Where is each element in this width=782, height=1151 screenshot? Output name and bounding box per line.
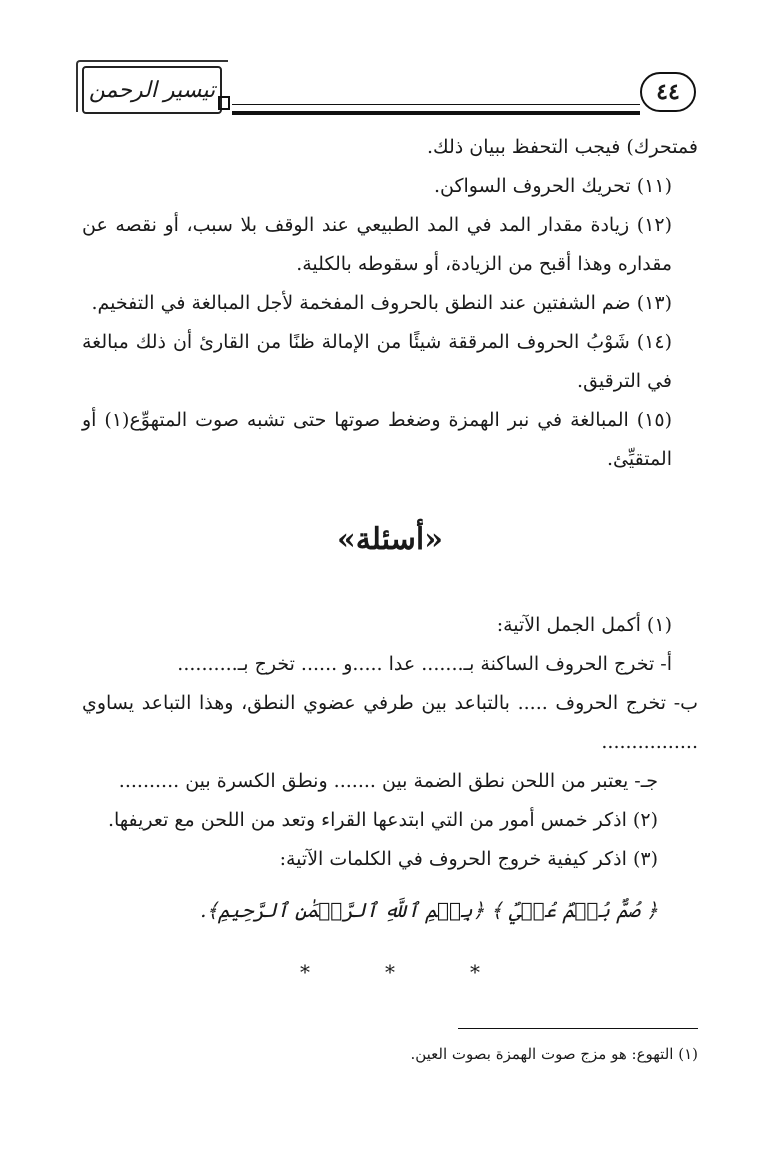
book-icon: [218, 96, 230, 110]
item-13: (١٣) ضم الشفتين عند النطق بالحروف المفخمة لأجل المبالغة في التفخيم.: [91, 292, 672, 314]
question-1a: أ- تخرج الحروف الساكنة بـ....... عدا .....و ...... تخرج بـ..........: [177, 653, 672, 675]
page-number: ٤٤: [640, 72, 696, 112]
header-rule-thick: [232, 111, 640, 115]
item-12: (١٢) زيادة مقدار المد في المد الطبيعي عند الوقف بلا سبب، أو نقصه عن مقداره وهذا أقبح من الزيادة، أو سقوطه بالكلية.: [82, 214, 672, 275]
section-heading: «أسئلة»: [336, 522, 444, 557]
star-2: *: [385, 960, 395, 984]
book-title: تيسير الرحمن: [88, 77, 216, 103]
item-15: (١٥) المبالغة في نبر الهمزة وضغط صوتها حتى تشبه صوت المتهوِّع(١) أو المتقيِّئ.: [82, 409, 673, 470]
book-title-frame: [82, 66, 222, 114]
footnote: (١) التهوع: هو مزج صوت الهمزة بصوت العين.: [410, 1045, 698, 1063]
question-1b: ب- تخرج الحروف ..... بالتباعد بين طرفي عضوي النطق، وهذا التباعد يساوي ................: [82, 692, 698, 753]
item-14: (١٤) شَوْبُ الحروف المرققة شيئًا من الإمالة ظنًا من القارئ أن ذلك مبالغة في الترقيق.: [82, 331, 672, 392]
paragraph-line1: فمتحرك) فيجب التحفظ ببيان ذلك.: [426, 136, 698, 158]
body-text: [82, 128, 698, 479]
question-1c: جـ- يعتبر من اللحن نطق الضمة بين ....... ونطق الكسرة بين ..........: [118, 770, 658, 792]
section-separator: [300, 960, 480, 984]
header-rule-thin: [232, 104, 640, 105]
question-3: (٣) اذكر كيفية خروج الحروف في الكلمات الآتية:: [279, 848, 658, 870]
footnote-divider: [458, 1028, 698, 1029]
question-2: (٢) اذكر خمس أمور من التي ابتدعها القراء وتعد من اللحن مع تعريفها.: [107, 809, 658, 831]
quran-verses: ﴿ صُمٌّ بُكۡمٌ عُمۡيٌ ﴾ ﴿بِسۡمِ ٱللَّهِ ٱلرَّحۡمَٰنِ ٱلرَّحِيمِ﴾.: [200, 898, 658, 922]
questions-list: [82, 606, 698, 879]
star-3: *: [470, 960, 480, 984]
star-1: *: [300, 960, 310, 984]
item-11: (١١) تحريك الحروف السواكن.: [433, 175, 672, 197]
page-header: [0, 0, 782, 130]
question-1: (١) أكمل الجمل الآتية:: [496, 614, 672, 636]
